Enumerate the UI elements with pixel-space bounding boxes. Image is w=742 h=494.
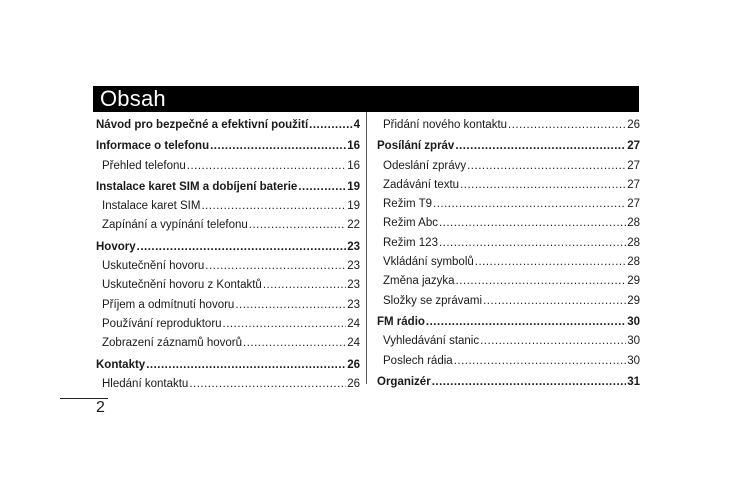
toc-subsection-entry	[96, 257, 360, 276]
toc-dot-leader	[249, 216, 346, 235]
toc-dot-leader	[187, 157, 346, 176]
toc-entry-title: Odeslání zprávy	[383, 159, 467, 172]
toc-entry-page: 26	[347, 358, 360, 371]
toc-dot-leader	[454, 352, 627, 371]
toc-dot-leader	[483, 292, 626, 311]
toc-entry-page: 22	[347, 219, 360, 232]
toc-dot-leader	[455, 137, 626, 156]
toc-subsection-entry	[377, 214, 640, 233]
toc-subsection-entry	[96, 296, 360, 315]
toc-subsection-entry	[377, 176, 640, 195]
toc-entry-title: Vkládání symbolů	[383, 256, 474, 269]
toc-dot-leader	[460, 176, 626, 195]
toc-entry-title: Používání reproduktoru	[102, 317, 222, 330]
toc-subsection-entry	[377, 332, 640, 351]
toc-entry-title: Vyhledávání stanic	[383, 335, 480, 348]
toc-entry-page: 26	[347, 377, 360, 390]
toc-entry-title: Přehled telefonu	[102, 159, 186, 172]
toc-dot-leader	[189, 375, 346, 394]
toc-entry-page: 30	[627, 354, 640, 367]
toc-subsection-entry	[96, 334, 360, 353]
toc-entry-title: Režim T9	[383, 198, 432, 211]
toc-entry-title: Uskutečnění hovoru	[102, 260, 205, 273]
toc-entry-page: 29	[627, 294, 640, 307]
toc-entry-page: 24	[347, 317, 360, 330]
toc-entry-page: 23	[347, 279, 360, 292]
toc-entry-page: 23	[347, 298, 360, 311]
page-number: 2	[96, 399, 105, 416]
toc-dot-leader	[298, 178, 346, 197]
toc-subsection-entry	[377, 272, 640, 291]
toc-section-entry	[96, 356, 360, 375]
toc-subsection-entry	[96, 375, 360, 394]
toc-entry-page: 19	[347, 200, 360, 213]
toc-subsection-entry	[96, 157, 360, 176]
toc-entry-title: Režim Abc	[383, 217, 438, 230]
toc-entry-page: 27	[627, 178, 640, 191]
toc-entry-title: Hovory	[96, 240, 136, 253]
toc-dot-leader	[137, 238, 347, 257]
toc-entry-page: 16	[347, 140, 360, 153]
toc-dot-leader	[439, 214, 626, 233]
toc-entry-title: Návod pro bezpečné a efektivní použití	[96, 119, 309, 131]
toc-entry-page: 28	[627, 217, 640, 230]
toc-entry-page: 30	[627, 335, 640, 348]
toc-right-column	[377, 116, 640, 392]
toc-section-entry	[377, 313, 640, 332]
toc-dot-leader	[210, 137, 346, 156]
toc-entry-title: Režim 123	[383, 236, 438, 249]
toc-entry-title: Organizér	[377, 375, 431, 388]
toc-entry-title: Instalace karet SIM a dobíjení baterie	[96, 180, 298, 193]
toc-dot-leader	[309, 116, 352, 135]
toc-entry-page: 19	[347, 180, 360, 193]
toc-dot-leader	[263, 276, 346, 295]
toc-dot-leader	[235, 296, 346, 315]
toc-dot-leader	[433, 195, 626, 214]
toc-entry-page: 27	[627, 159, 640, 172]
toc-subsection-entry	[96, 315, 360, 334]
toc-entry-page: 4	[353, 119, 360, 131]
toc-entry-title: Instalace karet SIM	[102, 200, 201, 213]
toc-entry-page: 26	[627, 119, 640, 131]
toc-dot-leader	[475, 253, 626, 272]
toc-subsection-entry	[377, 195, 640, 214]
toc-entry-title: Informace o telefonu	[96, 140, 210, 153]
toc-entry-title: Poslech rádia	[383, 354, 453, 367]
toc-entry-page: 29	[627, 275, 640, 288]
toc-section-entry	[377, 373, 640, 392]
toc-entry-title: Posílání zpráv	[377, 140, 455, 153]
toc-section-entry	[96, 238, 360, 257]
toc-section-entry	[377, 137, 640, 156]
toc-entry-title: Zadávání textu	[383, 178, 460, 191]
toc-title: Obsah	[100, 86, 166, 111]
toc-entry-page: 30	[627, 315, 640, 328]
toc-entry-page: 31	[627, 375, 640, 388]
toc-entry-title: Složky se zprávami	[383, 294, 483, 307]
toc-entry-title: FM rádio	[377, 315, 425, 328]
toc-entry-page: 27	[627, 198, 640, 211]
toc-dot-leader	[432, 373, 627, 392]
toc-dot-leader	[426, 313, 626, 332]
toc-subsection-entry	[96, 276, 360, 295]
toc-subsection-entry	[377, 116, 640, 135]
toc-dot-leader	[508, 116, 626, 135]
toc-subsection-entry	[377, 292, 640, 311]
column-divider	[366, 112, 367, 384]
toc-section-entry	[96, 178, 360, 197]
toc-subsection-entry	[377, 253, 640, 272]
toc-dot-leader	[439, 234, 626, 253]
toc-dot-leader	[201, 197, 346, 216]
toc-left-column	[96, 116, 360, 394]
toc-entry-page: 27	[627, 140, 640, 153]
toc-entry-title: Příjem a odmítnutí hovoru	[102, 298, 235, 311]
toc-entry-title: Zapínání a vypínání telefonu	[102, 219, 248, 232]
toc-subsection-entry	[96, 197, 360, 216]
toc-section-entry	[96, 137, 360, 156]
toc-dot-leader	[146, 356, 346, 375]
toc-subsection-entry	[96, 216, 360, 235]
toc-entry-page: 23	[347, 260, 360, 273]
toc-subsection-entry	[377, 352, 640, 371]
toc-entry-title: Zobrazení záznamů hovorů	[102, 337, 242, 350]
toc-entry-title: Hledání kontaktu	[102, 377, 189, 390]
toc-dot-leader	[205, 257, 346, 276]
toc-dot-leader	[456, 272, 627, 291]
toc-entry-title: Změna jazyka	[383, 275, 455, 288]
toc-entry-page: 24	[347, 337, 360, 350]
toc-entry-title: Kontakty	[96, 358, 146, 371]
toc-subsection-entry	[377, 157, 640, 176]
toc-entry-page: 16	[347, 159, 360, 172]
toc-section-entry	[96, 116, 360, 135]
toc-dot-leader	[480, 332, 626, 351]
toc-dot-leader	[467, 157, 626, 176]
toc-entry-page: 28	[627, 256, 640, 269]
toc-dot-leader	[243, 334, 346, 353]
toc-entry-page: 28	[627, 236, 640, 249]
toc-entry-page: 23	[347, 240, 360, 253]
toc-dot-leader	[223, 315, 347, 334]
toc-title-banner	[93, 86, 639, 112]
toc-subsection-entry	[377, 234, 640, 253]
toc-entry-title: Přidání nového kontaktu	[383, 119, 508, 131]
toc-entry-title: Uskutečnění hovoru z Kontaktů	[102, 279, 262, 292]
